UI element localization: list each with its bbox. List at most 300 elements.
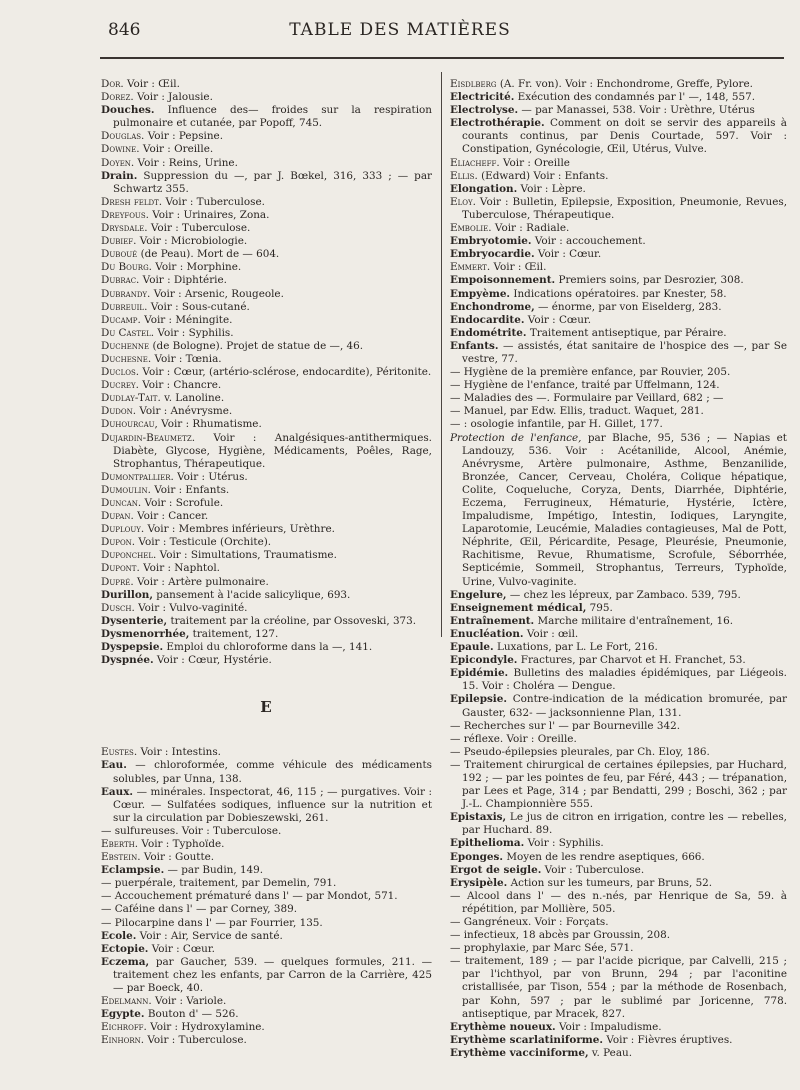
entry-heading: Eclampsie. xyxy=(101,864,165,877)
index-entry xyxy=(101,314,432,327)
section-letter: E xyxy=(260,698,273,717)
entry-heading: Dubreuil. xyxy=(101,300,148,313)
index-entry xyxy=(101,327,432,340)
entry-heading: Endocardite. xyxy=(450,313,525,326)
index-entry xyxy=(101,995,432,1008)
index-entry xyxy=(450,589,787,602)
index-entry xyxy=(101,602,432,615)
index-entry xyxy=(101,562,432,575)
entry-text: Voir : Enfants. xyxy=(154,483,230,496)
entry-heading: Duchenne xyxy=(101,339,150,352)
entry-text: (A. Fr. von). Voir : Enchondrome, Greffe, Pylore. xyxy=(499,78,753,90)
entry-text: — Alcool dans l' — des n.-nés, par Henrique de Sa, 59. à répétition, par Mollière, 505. xyxy=(450,889,787,915)
index-entry xyxy=(101,379,432,392)
entry-text: Bulletins des maladies épidémiques, par Liégeois. 15. Voir : Choléra — Dengue. xyxy=(462,667,787,693)
entry-heading: Epaule. xyxy=(450,641,494,654)
entry-heading: Dysenterie, xyxy=(101,614,168,627)
entry-heading: Emmert. xyxy=(450,261,491,274)
entry-text: Voir : Diphtérie. xyxy=(142,274,227,287)
index-entry xyxy=(450,877,787,890)
index-entry xyxy=(101,851,432,864)
entry-text: Voir : Anévrysme. xyxy=(139,405,233,418)
index-entry xyxy=(101,641,432,654)
entries-e-continued-list xyxy=(450,78,787,1060)
index-entry xyxy=(101,510,432,523)
entry-text: traitement par la créoline, par Ossoveski, 373. xyxy=(170,614,417,627)
entry-text: — prophylaxie, par Marc Sée, 571. xyxy=(450,942,634,955)
entry-heading: Ergot de seigle. xyxy=(450,863,542,876)
index-entry xyxy=(101,209,432,222)
entry-text: Voir : Vulvo-vaginité. xyxy=(138,601,248,614)
index-entry xyxy=(101,1008,432,1021)
index-entry xyxy=(101,628,432,641)
entry-heading: Dudlay-Tait. xyxy=(101,392,161,405)
entry-text: Voir : Méningite. xyxy=(144,313,233,326)
entry-heading: Embolie. xyxy=(450,222,492,235)
entry-text: traitement, 127. xyxy=(192,627,279,640)
index-entry xyxy=(101,104,432,130)
entry-heading: Electricité. xyxy=(450,91,515,104)
entry-heading: Edelmann. xyxy=(101,995,152,1008)
entry-text: Voir : Lèpre. xyxy=(520,182,586,195)
entry-heading: Drain. xyxy=(101,169,138,182)
right-column xyxy=(450,78,787,1060)
entry-heading: Elongation. xyxy=(450,182,518,195)
entry-text: Voir : Reins, Urine. xyxy=(137,156,238,169)
entry-text: Voir : Fièvres éruptives. xyxy=(606,1033,733,1046)
entry-text: Voir : Jalousie. xyxy=(136,91,213,104)
entry-heading: Duplouy. xyxy=(101,523,145,536)
entry-heading: Enseignement médical, xyxy=(450,601,587,614)
entry-heading: Eichroff. xyxy=(101,1021,147,1034)
index-entry xyxy=(101,930,432,943)
entry-text: Marche militaire d'entraînement, 16. xyxy=(537,614,734,627)
index-entry xyxy=(450,222,787,235)
entry-text: Voir : Tuberculose. xyxy=(150,222,251,235)
entry-text: Voir : Scrofule. xyxy=(144,497,224,509)
entry-text: Voir : Analgésiques-antithermiques. Diabète, Glycose, Hygiène, Médicaments, Poêles, Rage, Strophantus, Thérapeutique. xyxy=(113,431,432,470)
entry-text: Voir : Bulletin, Epilepsie, Exposition, Pneumonie, Revues, Tuberculose, Thérapeutique. xyxy=(462,195,788,221)
index-entry xyxy=(450,733,787,746)
entry-heading: Einhorn. xyxy=(101,1034,145,1047)
entry-heading: Dumoulin. xyxy=(101,483,151,496)
index-entry xyxy=(101,78,432,91)
index-entry xyxy=(450,667,787,693)
entry-heading: Dyspepsie. xyxy=(101,641,164,654)
page-number: 846 xyxy=(108,20,141,40)
entry-text: Voir : Artère pulmonaire. xyxy=(136,575,269,588)
index-entry xyxy=(450,392,787,405)
entry-heading: Erythème scarlatiniforme. xyxy=(450,1033,604,1046)
entry-text: (de Peau). Mort de — 604. xyxy=(140,248,280,261)
entry-text: Voir : Œil. xyxy=(493,261,547,274)
entries-d-list xyxy=(101,78,432,667)
index-entry xyxy=(450,366,787,379)
index-entry xyxy=(101,786,432,825)
entry-text: — par Manassei, 538. Voir : Urèthre, Utérus xyxy=(521,104,755,117)
entry-heading: Ducamp. xyxy=(101,313,141,326)
index-entry xyxy=(450,248,787,261)
index-entry xyxy=(450,602,787,615)
entry-heading: Eustes. xyxy=(101,746,138,759)
index-entry xyxy=(450,864,787,877)
entry-text: Suppression du —, par J. Bœkel, 316, 333 ; — par Schwartz 355. xyxy=(113,169,432,195)
index-entry xyxy=(101,838,432,851)
entry-text: — par Budin, 149. xyxy=(167,864,264,877)
index-entry xyxy=(450,929,787,942)
entry-heading: Dor. xyxy=(101,78,124,90)
entry-heading: Duclos. xyxy=(101,366,140,379)
index-entry xyxy=(450,157,787,170)
entry-text: — Hygiène de l'enfance, traité par Uffelmann, 124. xyxy=(450,379,720,392)
entry-heading: Dusch. xyxy=(101,601,135,614)
entry-text: — réflexe. Voir : Oreille. xyxy=(450,732,577,745)
entry-heading: Ellis. xyxy=(450,169,478,182)
entry-text: Voir : Syphilis. xyxy=(157,326,234,339)
index-entry xyxy=(101,864,432,877)
entry-heading: Dumontpallier. xyxy=(101,470,174,483)
entry-heading: Epithelioma. xyxy=(450,837,525,850)
entry-text: Voir : Syphilis. xyxy=(527,837,604,850)
index-entry xyxy=(450,693,787,719)
entry-text: Moyen de les rendre aseptiques, 666. xyxy=(506,850,705,863)
entry-heading: Du Castel. xyxy=(101,326,155,339)
index-entry xyxy=(450,837,787,850)
entry-text: Emploi du chloroforme dans la —, 141. xyxy=(166,641,373,654)
entry-text: Voir : Œil. xyxy=(126,78,180,90)
index-entry xyxy=(101,196,432,209)
entry-heading: Duchesne. xyxy=(101,352,152,365)
index-entry xyxy=(101,340,432,353)
index-entry xyxy=(101,549,432,562)
index-entry xyxy=(450,942,787,955)
index-entry xyxy=(450,405,787,418)
entry-heading: Erythème noueux. xyxy=(450,1020,556,1033)
entry-text: Voir : œil. xyxy=(526,627,579,640)
index-entry xyxy=(101,890,432,903)
entry-text: Influence des— froides sur la respiration pulmonaire et cutanée, par Popoff, 745. xyxy=(113,104,432,130)
index-entry xyxy=(101,1034,432,1047)
index-entry xyxy=(450,340,787,366)
entry-text: — chloroformée, comme véhicule des médicaments solubles, par Unna, 138. xyxy=(113,759,432,785)
entry-text: Voir : Radiale. xyxy=(494,222,570,235)
index-entry xyxy=(450,1047,787,1060)
entry-text: Comment on doit se servir des appareils à courants continus, par Denis Courtade, 597. Voir : Constipation, Gynécologie, Œil, Utérus, Vulve. xyxy=(462,117,788,156)
entry-heading: Eczema, xyxy=(101,955,150,968)
entry-text: Voir : Microbiologie. xyxy=(139,235,248,248)
entry-heading: Eponges. xyxy=(450,850,504,863)
index-entry xyxy=(101,943,432,956)
entry-text: Contre-indication de la médication bromurée, par Gauster, 632- — jacksonnienne Plan, 131. xyxy=(462,693,787,719)
entry-text: Voir : Variole. xyxy=(155,995,227,1008)
entry-heading: Ectopie. xyxy=(101,942,149,955)
entry-heading: Du Bourg. xyxy=(101,261,152,274)
index-entry xyxy=(101,235,432,248)
index-entry xyxy=(101,615,432,628)
index-entry xyxy=(101,877,432,890)
entry-text: Voir : Cœur, (artério-sclérose, endocardite), Péritonite. xyxy=(142,366,432,379)
entry-text: Voir : Chancre. xyxy=(142,379,222,392)
entry-heading: Douches. xyxy=(101,104,155,117)
entry-text: Voir : Simultations, Traumatisme. xyxy=(159,549,337,562)
index-entry xyxy=(450,628,787,641)
entry-heading: Dujardin-Beaumetz. xyxy=(101,431,196,444)
entry-heading: Eloy. xyxy=(450,195,476,208)
entry-text: — énorme, par von Eiselderg, 283. xyxy=(538,300,722,313)
index-entry xyxy=(450,615,787,628)
entry-text: Voir : Tœnia. xyxy=(154,352,222,365)
entry-heading: Duboué xyxy=(101,248,138,261)
entry-text: par Gaucher, 539. — quelques formules, 211. — traitement chez les enfants, par Carron de la Carrière, 425 — par Boeck, 40. xyxy=(113,955,432,994)
entry-heading: Dorez. xyxy=(101,91,134,104)
entry-heading: Eliacheff. xyxy=(450,156,500,169)
entry-text: Voir : Intestins. xyxy=(140,746,221,759)
index-entry xyxy=(450,811,787,837)
entry-text: Voir : Air, Service de santé. xyxy=(139,929,283,942)
index-entry xyxy=(450,91,787,104)
entry-text: Voir : Rhumatisme. xyxy=(161,418,262,431)
entry-heading: Engelure, xyxy=(450,588,507,601)
index-entry xyxy=(101,418,432,431)
entry-heading: Dresh feldt. xyxy=(101,195,163,208)
entry-text: Indications opératoires. par Knester, 58. xyxy=(513,287,727,300)
entry-text: Bouton d' — 526. xyxy=(147,1008,239,1021)
entry-text: v. Lanoline. xyxy=(164,392,225,405)
running-title: TABLE DES MATIÈRES xyxy=(289,20,511,40)
entry-text: Traitement antiseptique, par Péraire. xyxy=(529,326,727,339)
entry-heading: Douglas. xyxy=(101,130,145,143)
entry-heading: Dysmenorrhée, xyxy=(101,627,190,640)
entry-text: — chez les lépreux, par Zambaco. 539, 795. xyxy=(509,588,741,601)
entry-heading: Egypte. xyxy=(101,1008,145,1021)
index-entry xyxy=(450,379,787,392)
index-entry xyxy=(450,288,787,301)
index-entry xyxy=(450,301,787,314)
entry-text: — Accouchement prématuré dans l' — par Mondot, 571. xyxy=(101,890,398,903)
entry-heading: Dupon. xyxy=(101,536,136,549)
entry-text: Exécution des condamnés par l' —, 148, 557. xyxy=(517,91,756,104)
entry-heading: Epistaxis, xyxy=(450,811,507,824)
index-entry xyxy=(101,759,432,785)
entry-heading: Durillon, xyxy=(101,588,153,601)
entry-text: Voir : Hydroxylamine. xyxy=(150,1021,265,1034)
entry-heading: Eaux. xyxy=(101,785,134,798)
entry-heading: Erythème vacciniforme, xyxy=(450,1046,589,1059)
entry-heading: Empoisonnement. xyxy=(450,274,556,287)
index-entry xyxy=(450,117,787,156)
entry-text: Voir : Arsenic, Rougeole. xyxy=(153,287,284,300)
entry-text: Voir : Cœur, Hystérie. xyxy=(156,654,272,667)
index-entry xyxy=(450,432,787,589)
entry-heading: Ebstein. xyxy=(101,851,141,864)
entry-text: — Recherches sur l' — par Bourneville 342. xyxy=(450,719,680,732)
index-entry xyxy=(450,916,787,929)
entry-heading: Erysipèle. xyxy=(450,876,508,889)
index-entry xyxy=(450,261,787,274)
entry-text: Voir : Membres inférieurs, Urèthre. xyxy=(147,523,335,536)
entry-heading: Drysdale. xyxy=(101,222,148,235)
index-entry xyxy=(101,261,432,274)
index-entry xyxy=(450,1021,787,1034)
index-entry xyxy=(450,759,787,811)
entry-heading: Enucléation. xyxy=(450,627,524,640)
entry-heading: Endométrite. xyxy=(450,326,527,339)
index-entry xyxy=(101,654,432,667)
index-entry xyxy=(101,432,432,471)
entry-text: — Hygiène de la première enfance, par Rouvier, 205. xyxy=(450,366,731,379)
entry-text: Voir : Typhoïde. xyxy=(141,837,225,850)
entry-text: — Maladies des —. Formulaire par Veillard, 682 ; — xyxy=(450,392,724,405)
entry-text: Voir : Goutte. xyxy=(143,851,215,864)
entry-heading: Dubief. xyxy=(101,235,137,248)
index-entry xyxy=(450,1034,787,1047)
index-entry xyxy=(101,1021,432,1034)
entry-text: 795. xyxy=(589,601,613,614)
entry-heading: Dudon. xyxy=(101,405,137,418)
entry-text: — minérales. Inspectorat, 46, 115 ; — purgatives. Voir : Cœur. — Sulfatées sodiques, influence sur la nutrition et sur la circulation par Dobieszewski, 261. xyxy=(113,785,432,824)
index-entry xyxy=(101,589,432,602)
index-entry xyxy=(450,170,787,183)
index-entry xyxy=(101,746,432,759)
entry-text: Voir : Utérus. xyxy=(177,470,248,483)
index-entry xyxy=(101,392,432,405)
entry-text: — sulfureuses. Voir : Tuberculose. xyxy=(101,824,282,837)
entry-heading: Dyspnée. xyxy=(101,654,154,667)
index-entry xyxy=(101,91,432,104)
index-entry xyxy=(101,170,432,196)
index-entry xyxy=(101,301,432,314)
entry-heading: Duhourcau, xyxy=(101,418,158,431)
index-entry xyxy=(450,327,787,340)
entry-heading: Embryotomie. xyxy=(450,235,532,248)
index-entry xyxy=(101,288,432,301)
entry-heading: Dubrandy. xyxy=(101,287,151,300)
entry-heading: Doyen. xyxy=(101,156,135,169)
entry-text: Voir : Morphine. xyxy=(155,261,242,274)
index-entry xyxy=(450,890,787,916)
left-column xyxy=(101,78,432,1047)
entry-text: — infectieux, 18 abcès par Groussin, 208. xyxy=(450,929,671,942)
index-entry xyxy=(101,471,432,484)
entry-text: — Pilocarpine dans l' — par Fourrier, 135. xyxy=(101,916,323,929)
index-entry xyxy=(101,536,432,549)
entry-text: — Manuel, par Edw. Ellis, traduct. Waquet, 281. xyxy=(450,405,704,418)
index-entry xyxy=(101,157,432,170)
index-entry xyxy=(450,183,787,196)
entry-heading: Eisdlberg xyxy=(450,78,497,90)
entry-heading: Electrolyse. xyxy=(450,104,519,117)
column-divider xyxy=(441,72,442,637)
entry-heading: Dubrac. xyxy=(101,274,140,287)
entry-heading: Dupont. xyxy=(101,562,140,575)
entry-heading: Dreyfous. xyxy=(101,208,149,221)
entry-text: Voir : Pepsine. xyxy=(147,130,224,143)
entry-text: — Traitement chirurgical de certaines épilepsies, par Huchard, 192 ; — par les pointes de feu, par Féré, 443 ; — trépanation, par Lees et Page, 314 ; par Bendatti, 299 ; Boschi, 362 ; par J.-L. Championnière 555. xyxy=(450,758,787,811)
index-entry xyxy=(101,497,432,510)
entry-text: Fractures, par Charvot et H. Franchet, 53. xyxy=(520,654,746,667)
entry-text: — traitement, 189 ; — par l'acide picrique, par Calvelli, 215 ; par l'ichthyol, par von Brunn, 294 ; par l'aconitine cristallisée, par Tison, 554 ; par la méthode de Rosenbach, par Kohn, 597 ; par le sublimé par Joricenne, 778. antiseptique, par Mracek, 827. xyxy=(450,955,787,1020)
index-entry xyxy=(101,825,432,838)
entry-text: (de Bologne). Projet de statue de —, 46. xyxy=(152,339,364,352)
index-entry xyxy=(101,274,432,287)
entry-text: — Caféine dans l' — par Corney, 389. xyxy=(101,903,298,916)
index-entry xyxy=(101,222,432,235)
index-entry xyxy=(450,418,787,431)
entry-heading: Enfants. xyxy=(450,339,499,352)
entry-text: Voir : Urinaires, Zona. xyxy=(152,208,270,221)
entry-heading: Epilepsie. xyxy=(450,693,507,706)
index-entry xyxy=(450,641,787,654)
entry-text: Voir : Cœur. xyxy=(537,248,602,261)
entry-text: Le jus de citron en irrigation, contre les — rebelles, par Huchard. 89. xyxy=(462,811,787,837)
index-entry xyxy=(450,654,787,667)
entry-text: pansement à l'acide salicylique, 693. xyxy=(156,588,351,601)
entry-heading: Dupré. xyxy=(101,575,134,588)
entry-text: Voir : Testicule (Orchite). xyxy=(138,536,272,549)
entry-text: Voir : Tuberculose. xyxy=(544,863,645,876)
entry-text: Voir : Cancer. xyxy=(137,510,209,523)
entry-text: Voir : Oreille. xyxy=(142,143,214,156)
index-entry xyxy=(101,248,432,261)
entry-text: Premiers soins, par Desrozier, 308. xyxy=(558,274,744,287)
entry-text: Voir : accouchement. xyxy=(534,235,646,248)
entry-heading: Enchondrome, xyxy=(450,300,535,313)
index-entry xyxy=(101,130,432,143)
entry-heading: Empyème. xyxy=(450,287,511,300)
index-entry xyxy=(450,104,787,117)
entry-text: Voir : Tuberculose. xyxy=(147,1034,247,1047)
index-entry xyxy=(450,274,787,287)
index-entry xyxy=(101,523,432,536)
entry-heading: Duncan. xyxy=(101,497,142,509)
entry-text: — Gangréneux. Voir : Forçats. xyxy=(450,916,609,928)
index-entry xyxy=(101,576,432,589)
index-entry xyxy=(450,746,787,759)
entry-heading: Dowine. xyxy=(101,143,140,156)
index-entry xyxy=(450,235,787,248)
entry-text: Luxations, par L. Le Fort, 216. xyxy=(496,641,658,654)
entry-text: Voir : Sous-cutané. xyxy=(150,300,250,313)
entry-text: Voir : Oreille xyxy=(502,156,570,169)
entry-text: Voir : Cœur. xyxy=(151,942,215,955)
index-entry xyxy=(101,917,432,930)
entry-text: — puerpérale, traitement, par Demelin, 791. xyxy=(101,877,337,890)
index-entry xyxy=(450,314,787,327)
entry-heading: Ducrey. xyxy=(101,379,139,392)
index-entry xyxy=(450,196,787,222)
entry-text: Voir : Impaludisme. xyxy=(558,1020,662,1033)
entry-text: Voir : Tuberculose. xyxy=(165,195,265,208)
entry-text: Action sur les tumeurs, par Bruns, 52. xyxy=(510,876,713,889)
entry-heading: Duponchel. xyxy=(101,549,157,562)
entry-heading: Dupan. xyxy=(101,510,134,523)
index-entry xyxy=(101,903,432,916)
entry-text: — : osologie infantile, par H. Gillet, 177. xyxy=(450,418,663,431)
entries-e-list xyxy=(101,746,432,1047)
index-entry xyxy=(450,720,787,733)
index-entry xyxy=(450,851,787,864)
index-entry xyxy=(101,353,432,366)
index-entry xyxy=(101,366,432,379)
entry-heading: Eberth. xyxy=(101,837,139,850)
entry-heading: Epicondyle. xyxy=(450,654,518,667)
index-entry xyxy=(450,78,787,91)
entry-text: — Pseudo-épilepsies pleurales, par Ch. Eloy, 186. xyxy=(450,745,710,758)
index-entry xyxy=(101,143,432,156)
entry-text: v. Peau. xyxy=(591,1046,633,1059)
entry-heading: Ecole. xyxy=(101,929,137,942)
entry-text: par Blache, 95, 536 ; — Napias et Landouzy, 536. Voir : Acétanilide, Alcool, Anémie, Anévrysme, Artère pulmonaire, Asthme, Benzanilide, Bronzée, Cancer, Cerveau, Choléra, Colique hépatique, Colite, Coqueluche, Coryza, Dents, Diarrhée, Diphtérie, Eczema, Ferrugineux, Hématurie, Hystérie, Ictère, Impaludisme, Impétigo, Intestin, Iodiques, Laryngite, Laparotomie, Leucémie, Maladies contagieuses, Mal de Pott, Néphrite, Œil, Péricardite, Pesage, Pleurésie, Pneumonie, Rachitisme, Revue, Rhumatisme, Scrofule, Séborrhée, Septicémie, Sommeil, Strophantus, Terreurs, Typhoïde, Urine, Vulvo-vaginite. xyxy=(462,431,787,588)
